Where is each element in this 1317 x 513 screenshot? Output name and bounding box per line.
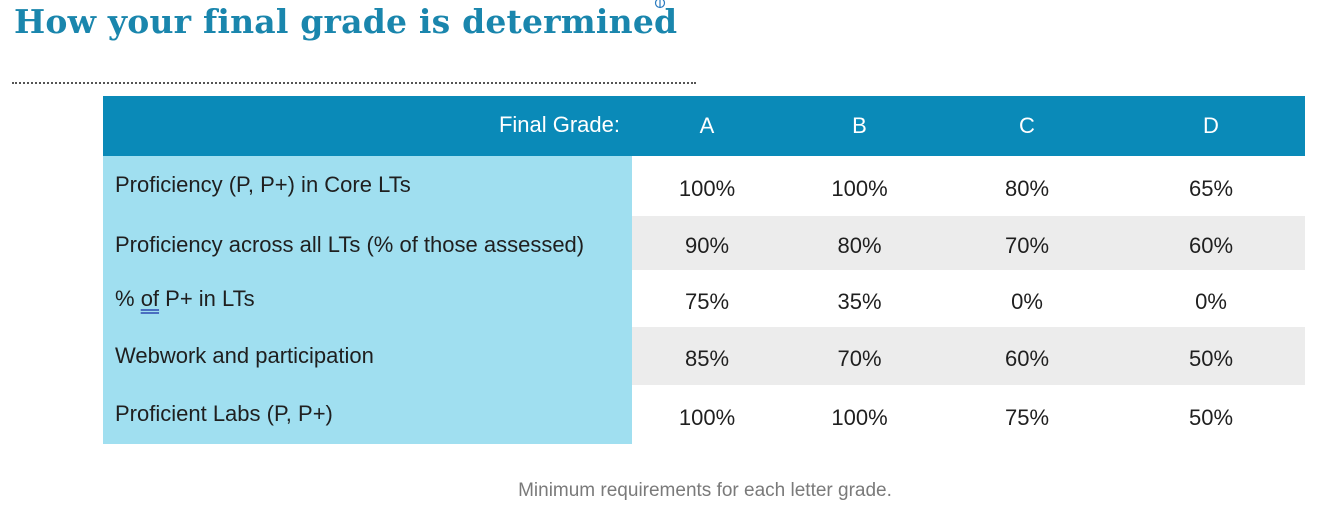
table-row xyxy=(103,216,1305,270)
table-row xyxy=(103,385,1305,444)
cell-a: 85% xyxy=(632,327,782,385)
anchor-icon[interactable] xyxy=(654,0,666,9)
cell-b: 100% xyxy=(831,404,888,430)
cell-d: 0% xyxy=(1195,288,1227,314)
grade-requirements-table xyxy=(103,96,1305,444)
row-label: Proficiency (P, P+) in Core LTs xyxy=(103,156,632,216)
grade-header-b: B xyxy=(852,113,867,138)
row-label xyxy=(103,270,632,327)
page-title: How your final grade is determined xyxy=(14,2,678,41)
cell-a: 100% xyxy=(678,176,736,201)
row-label-suffix: P+ in LTs xyxy=(159,286,255,311)
cell-c: 70% xyxy=(937,216,1117,270)
cell-a: 90% xyxy=(632,216,782,270)
cell-c: 0% xyxy=(1011,288,1043,314)
table-row xyxy=(103,270,1305,327)
dotted-divider xyxy=(12,82,696,84)
row-label-prefix: % xyxy=(115,286,141,311)
cell-b: 100% xyxy=(831,176,888,201)
cell-d: 50% xyxy=(1188,404,1234,430)
cell-a: 75% xyxy=(684,288,730,314)
cell-d: 50% xyxy=(1117,327,1305,385)
row-label: Proficient Labs (P, P+) xyxy=(103,385,632,444)
grade-header-d: D xyxy=(1203,113,1219,138)
cell-b: 35% xyxy=(837,288,882,314)
cell-b: 80% xyxy=(782,216,937,270)
row-label: Webwork and participation xyxy=(103,327,632,385)
table-row xyxy=(103,327,1305,385)
grade-header-a: A xyxy=(699,113,715,138)
cell-d: 60% xyxy=(1117,216,1305,270)
table-row xyxy=(103,156,1305,216)
table-caption: Minimum requirements for each letter grade. xyxy=(518,480,892,501)
row-label-underlined-word[interactable]: of xyxy=(140,286,160,311)
cell-b: 70% xyxy=(782,327,937,385)
cell-c: 75% xyxy=(1004,404,1050,430)
grade-header-c: C xyxy=(1019,113,1035,138)
table-header-row xyxy=(103,96,1305,156)
cell-d: 65% xyxy=(1188,176,1234,201)
final-grade-header-label: Final Grade: xyxy=(498,112,620,137)
row-label: Proficiency across all LTs (% of those assessed) xyxy=(103,216,632,270)
cell-a: 100% xyxy=(678,404,736,430)
cell-c: 60% xyxy=(937,327,1117,385)
cell-c: 80% xyxy=(1004,176,1050,201)
